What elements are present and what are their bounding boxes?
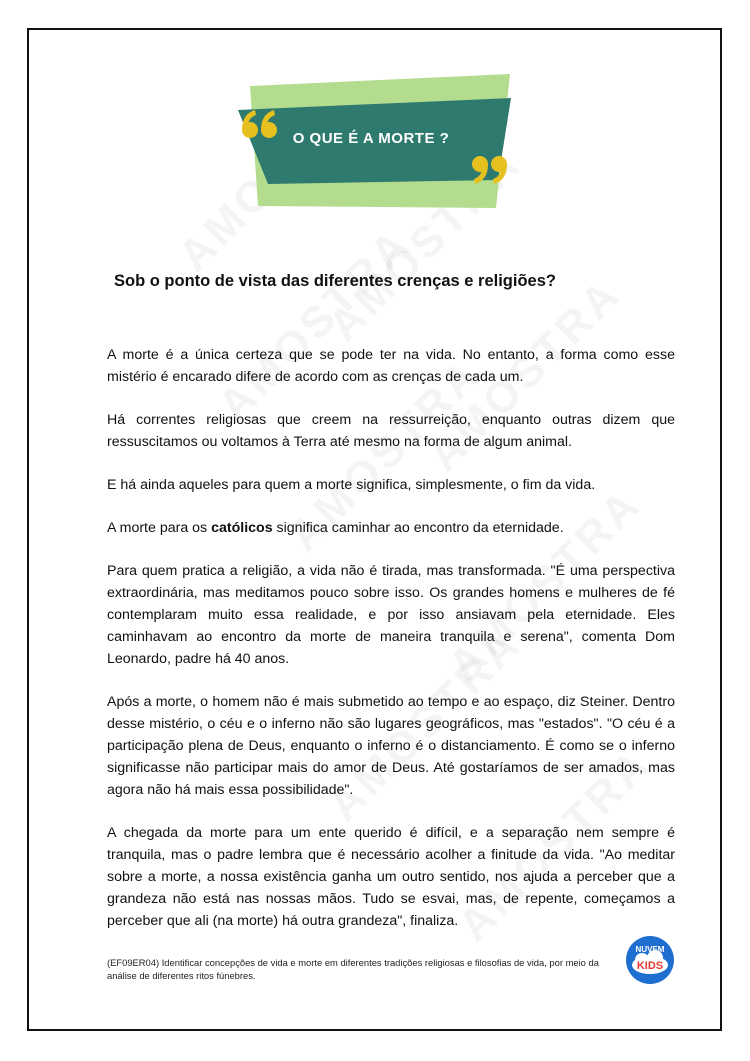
nuvem-kids-logo	[625, 935, 675, 985]
page-title: O QUE É A MORTE ?	[292, 130, 450, 147]
paragraph: A chegada da morte para um ente querido é difícil, e a separação nem sempre é tranquila, mas o padre lembra que é necessário acolher a finitude da vida. "Ao meditar sobre a morte, a nossa existência ganha um outro sentido, nos ajuda a perceber que a grandeza não está nas nossas mãos. Tudo se esvai, mas, de repente, começamos a perceber que ali (na morte) há outra grandeza", finaliza.	[107, 825, 675, 929]
paragraph: A morte é a única certeza que se pode ter na vida. No entanto, a forma como esse mistério é encarado difere de acordo com as crenças de cada um.	[107, 347, 675, 385]
paragraph-text: A morte para os	[107, 520, 212, 536]
article-body	[107, 344, 675, 953]
paragraph: Há correntes religiosas que creem na ressurreição, enquanto outras dizem que ressuscitamos ou voltamos à Terra até mesmo na forma de algum animal.	[107, 412, 675, 450]
paragraph: Após a morte, o homem não é mais submetido ao tempo e ao espaço, diz Steiner. Dentro desse mistério, o céu e o inferno não são lugares geográficos, mas "estados". "O céu é a participação plena de Deus, enquanto o inferno é o distanciamento. É como se o inferno significasse não participar mais do amor de Deus. Até gostaríamos de ser amados, mas agora não há mais essa possibilidade".	[107, 694, 675, 798]
footer-note: (EF09ER04) Identificar concepções de vida e morte em diferentes tradições religiosas e filosofias de vida, por meio da análise de diferentes ritos fúnebres.	[107, 957, 599, 981]
paragraph	[107, 517, 675, 539]
paragraph-text: significa caminhar ao encontro da eternidade.	[272, 520, 564, 536]
paragraph: E há ainda aqueles para quem a morte significa, simplesmente, o fim da vida.	[107, 477, 596, 493]
logo-text-bottom: KIDS	[636, 960, 664, 972]
bold-term: católicos	[211, 520, 273, 536]
logo-text-top: NUVEM	[635, 945, 665, 954]
subtitle: Sob o ponto de vista das diferentes crenças e religiões?	[114, 272, 556, 290]
title-banner	[228, 68, 528, 218]
paragraph: Para quem pratica a religião, a vida não é tirada, mas transformada. "É uma perspectiva extraordinária, mas meditamos pouco sobre isso. Os grandes homens e mulheres de fé contemplaram muito essa realidade, e por isso ansiavam pela eternidade. Eles caminhavam ao encontro da morte de maneira tranquila e serena", comenta Dom Leonardo, padre há 40 anos.	[107, 563, 675, 667]
